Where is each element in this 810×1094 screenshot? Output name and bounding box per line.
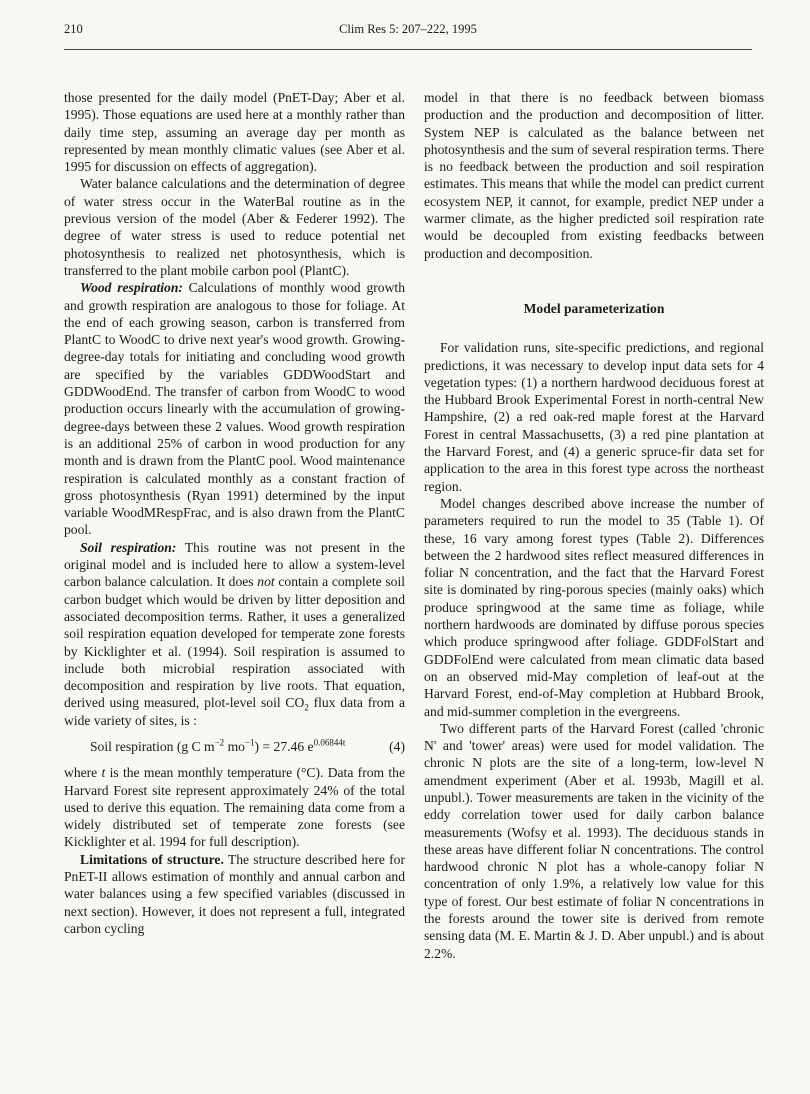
emphasis-not: not <box>257 574 275 590</box>
right-column <box>424 89 764 962</box>
paragraph-soil-respiration <box>64 539 405 729</box>
co2-subscript: 2 <box>304 703 309 714</box>
limitations-text: The structure described here for PnET-II allows estimation of monthly and annual carbon and water balances using a few specified variables (discussed in next section). However, it does not represent a full, integrated carbon cycling <box>64 851 406 936</box>
paragraph-wood-respiration <box>64 279 405 538</box>
equation-part-b: mo <box>224 738 245 754</box>
run-in-heading-soil-respiration: Soil respiration: <box>80 539 177 555</box>
paragraph-model-changes: Model changes described above increase the number of parameters required to run the model to 35 (Table 1). Of these, 16 vary among forest types (Table 2). Differences between the 2 hardwood sites reflect measured differences in foliar N concentration, and the fact that the Harvard Forest site is dominated by ring-porous species (mainly oaks) which produce springwood at the same time as foliage, while northern hardwoods are dominated by diffuse porous species which produce springwood after foliage. GDDFolStart and GDDFolEnd were calculated from mean climatic data based on an observed mid-May completion of leaf-out at the Harvard Forest, end-of-May completion at Hubbard Brook, and mid-summer completion in the evergreens. <box>424 495 764 719</box>
paragraph-pnet-day: those presented for the daily model (PnET-Day; Aber et al. 1995). Those equations are used here at a monthly rather than daily time step, assuming an average day per month as represented by mean monthly climatic values (see Aber et al. 1995 for discussion on effects of aggregation). <box>64 90 405 175</box>
header-rule <box>64 49 752 50</box>
equation-exponent-e: 0.06844t <box>313 737 346 748</box>
equation-exponent-mo: −1 <box>244 737 255 748</box>
paragraph-water-balance: Water balance calculations and the determination of degree of water stress occur in the WaterBal routine as in the previous version of the model (Aber & Federer 1992). The degree of water stress is used to reduce potential net photosynthesis to realized net photosynthesis, which is transferred to the plant mobile carbon pool (PlantC). <box>64 176 405 278</box>
paragraph-validation-runs: For validation runs, site-specific predictions, and regional predictions, it was necessary to develop input data sets for 4 vegetation types: (1) a northern hardwood deciduous forest at the Hubbard Brook Experimental Forest in north-central New Hampshire, (2) a red oak-red maple forest at the Harvard Forest in central Massachusetts, (3) a red pine plantation at the Harvard Forest, and (4) a generic spruce-fir data set for application to the area in this forest type across the northeast region. <box>424 340 764 494</box>
equation-body <box>90 738 345 755</box>
equation-part-c: ) = 27.46 e <box>254 738 314 754</box>
explanation-text-a: where <box>64 765 102 781</box>
paragraph-equation-explanation <box>64 764 405 850</box>
soil-respiration-text-b: contain a complete soil carbon budget which would be driven by litter deposition and associated decomposition terms. Rather, it uses a generalized soil respiration equation developed for temperate zone forests by Kicklighter et al. (1994). Soil respiration is assumed to include both microbial respiration associated with decomposition and respiration by live roots. That equation, derived using measured, plot-level soil CO <box>64 574 405 711</box>
equation-number: (4) <box>389 738 405 754</box>
paragraph-limitations <box>64 851 405 937</box>
run-in-heading-wood-respiration: Wood respiration: <box>80 280 183 296</box>
journal-citation: Clim Res 5: 207–222, 1995 <box>339 22 477 36</box>
equation-4 <box>90 738 405 755</box>
soil-respiration-text-c: flux data from a wide variety of sites, is : <box>64 695 405 728</box>
paragraph-harvard-forest: Two different parts of the Harvard Forest (called 'chronic N' and 'tower' areas) were used for model validation. The chronic N plots are the site of a long-term, low-level N amendment experiment (Aber et al. 1993b, Magill et al. unpubl.). Tower measurements are taken in the vicinity of the eddy correlation tower used for daily carbon balance measurements (Wofsy et al. 1993). The deciduous stands in these areas have different foliar N concentrations. The control hardwood chronic N plot has a whole-canopy foliar N concentration of only 1.9%, a relatively low value for this type of forest. Our best estimate of foliar N concentrations in the forests around the tower site is derived from remote sensing data (M. E. Martin & J. D. Aber unpubl.) and is about 2.2%. <box>424 720 764 961</box>
run-in-heading-limitations: Limitations of structure. <box>80 851 224 867</box>
section-heading-model-parameterization: Model parameterization <box>523 300 665 316</box>
soil-respiration-text-a: This routine was not present in the original model and is included here to allow a system-level carbon balance calculation. It does <box>64 539 405 590</box>
left-column <box>64 89 405 937</box>
running-header <box>64 22 752 40</box>
equation-part-a: Soil respiration (g C m <box>90 738 215 754</box>
wood-respiration-text: Calculations of monthly wood growth and growth respiration are analogous to those for foliage. At the end of each growing season, carbon is transferred from PlantC to WoodC to drive next year's wood growth. Growing-degree-day totals for initiating and concluding wood growth are specified by the variables GDDWoodStart and GDDWoodEnd. The transfer of carbon from WoodC to wood production occurs linearly with the accumulation of growing-degree-days between these 2 values. Wood growth respiration is an additional 25% of carbon in wood production for any month and is drawn from the PlantC pool. Wood maintenance respiration is calculated monthly as a constant fraction of gross photosynthesis (Ryan 1991) determined by the input variable WoodMRespFrac, and is also drawn from the PlantC pool. <box>64 280 405 538</box>
page-number: 210 <box>64 22 83 36</box>
paragraph-nep: model in that there is no feedback between biomass production and the production and decomposition of litter. System NEP is calculated as the balance between net photosynthesis and the sum of several respiration terms. There is no feedback between the production and soil respiration estimates. This means that while the model can predict current ecosystem NEP, it cannot, for example, predict NEP under a warmer climate, as the higher predicted soil respiration rate would be decoupled from existing feedbacks between production and decomposition. <box>424 90 764 261</box>
variable-t: t <box>101 765 106 781</box>
equation-exponent-m: −2 <box>214 737 225 748</box>
explanation-text-b: is the mean monthly temperature (°C). Data from the Harvard Forest site represent approximately 24% of the total used to derive this equation. The remaining data come from a widely distributed set of temperate zone forests (see Kicklighter et al. 1994 for full description). <box>64 765 405 850</box>
